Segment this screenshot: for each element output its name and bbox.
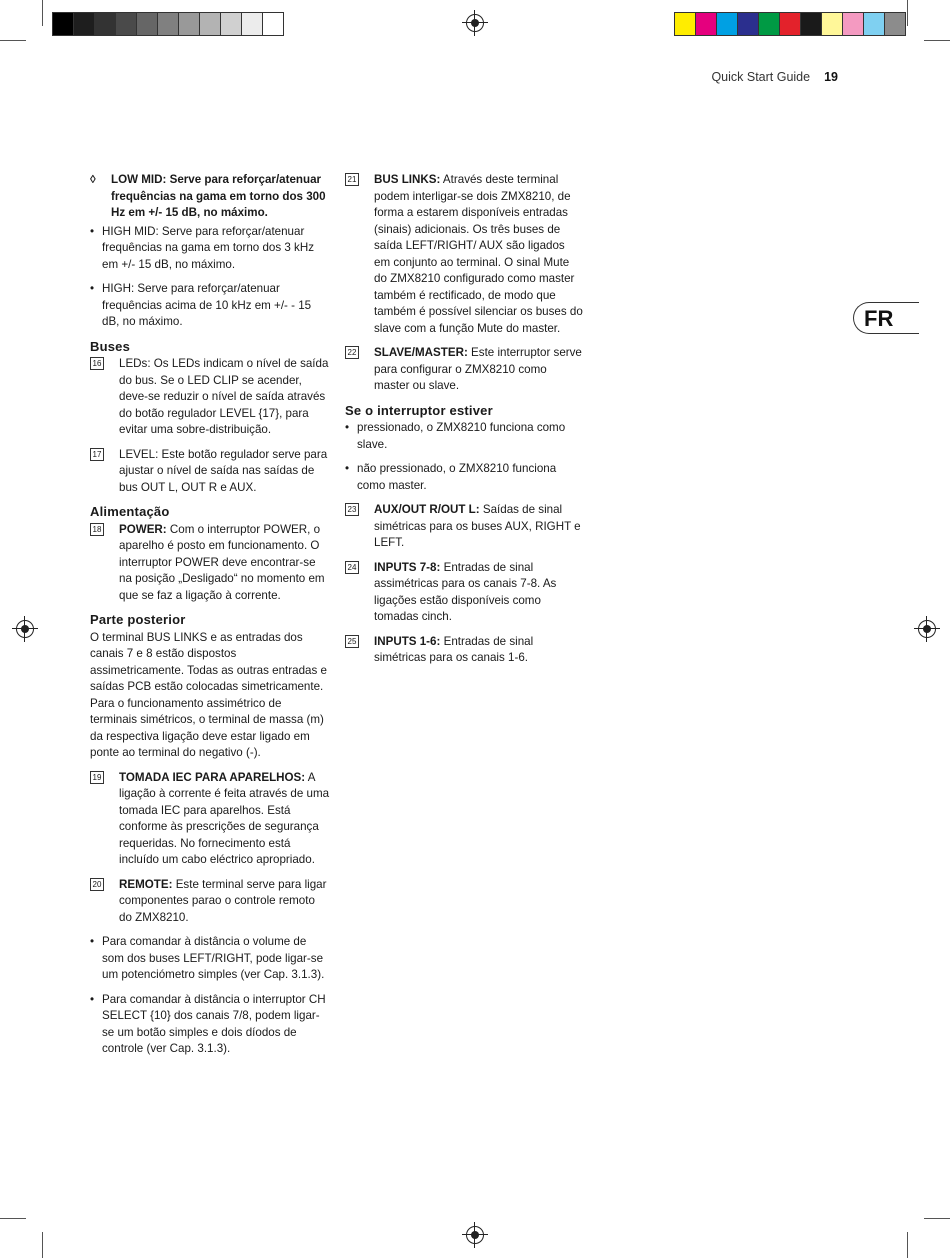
crop-mark [924,1218,950,1219]
gray-swatch [200,13,221,35]
parte-posterior-paragraph: O terminal BUS LINKS e as entradas dos canais 7 e 8 estão dispostos assimetricamente. Todas as outras entradas e saídas PCB estão colocadas simetricamente. Para o funcionamento assimétrico de terminais simétricos, o terminal de massa (m) da respectiva ligação deve estar ligado em ponte ao terminal do negativo (-). [90,630,327,759]
numbered-item-16 [90,356,330,439]
crop-mark [907,1232,908,1258]
crop-mark [42,1232,43,1258]
registration-mark-icon [16,620,34,638]
item-number: 21 [345,173,359,186]
item-lead: AUX/OUT R/OUT L: [374,503,480,516]
gray-swatch [74,13,95,35]
registration-mark-icon [466,1226,484,1244]
bullet-icon: • [90,282,95,295]
left-column [90,172,330,1066]
registration-mark-icon [918,620,936,638]
numbered-item-21 [345,172,583,337]
item-number: 20 [90,878,104,891]
color-swatch [885,13,905,35]
switch-pressed-text: pressionado, o ZMX8210 funciona como slave. [357,421,566,451]
bullet-item [90,224,330,274]
crop-mark [0,1218,26,1219]
section-heading-alimentacao: Alimentação [90,504,170,519]
bullet-item [345,461,583,494]
item-number: 24 [345,561,359,574]
numbered-item-17 [90,447,330,497]
gray-swatch [158,13,179,35]
item-lead: SLAVE/MASTER: [374,346,468,359]
gray-swatch [242,13,263,35]
item-lead: INPUTS 7-8: [374,560,441,574]
bullet-item [90,992,330,1058]
numbered-item-25 [345,634,583,667]
color-swatch [696,13,717,35]
switch-not-pressed-text: não pressionado, o ZMX8210 funciona como master. [357,462,557,492]
color-swatch [780,13,801,35]
bullet-icon: • [90,224,95,238]
gray-swatch [137,13,158,35]
item-lead: TOMADA IEC PARA APARELHOS: [119,770,306,784]
color-swatch [822,13,843,35]
remote-bullet-2: Para comandar à distância o interruptor CH SELECT {10} dos canais 7/8, podem ligar-se um botão simples e dois díodos de controle (ver Cap. 3.1.3). [102,992,326,1055]
item-lead: REMOTE: [119,877,173,891]
crop-mark [42,0,43,26]
item-number: 18 [90,523,104,536]
item-text: LEVEL: Este botão regulador serve para ajustar o nível de saída nas saídas de bus OUT L, OUT R e AUX. [119,447,328,494]
crop-mark [924,40,950,41]
numbered-item-18 [90,522,330,605]
item-text: A ligação à corrente é feita através de uma tomada IEC para aparelhos. Está conforme às prescrições de segurança requeridas. No fornecimento está incluído um cabo eléctrico apropriado. [119,770,330,866]
bullet-item [90,934,330,984]
high-text: HIGH: Serve para reforçar/atenuar frequências acima de 10 kHz em +/- - 15 dB, no máximo. [102,282,312,328]
right-column [345,172,583,675]
numbered-item-22 [345,345,583,395]
crop-mark [0,40,26,41]
section-heading-parte-posterior: Parte posterior [90,612,186,627]
gray-swatch [179,13,200,35]
gray-swatch [263,13,283,35]
item-lead: POWER: [119,522,167,536]
bullet-item [345,420,583,453]
high-mid-text: HIGH MID: Serve para reforçar/atenuar frequências na gama em torno dos 3 kHz em +/- 15 dB, no máximo. [102,224,315,271]
diamond-list-item [90,172,330,222]
color-swatch [759,13,780,35]
bullet-icon: • [345,462,350,475]
gray-swatch [221,13,242,35]
item-lead: INPUTS 1-6: [374,634,441,648]
section-heading-se-o-interruptor: Se o interruptor estiver [345,402,493,418]
section-heading-buses: Buses [90,338,131,354]
item-number: 19 [90,771,104,784]
color-swatch [675,13,696,35]
item-text: LEDs: Os LEDs indicam o nível de saída do bus. Se o LED CLIP se acender, deve-se reduzir o nível de saída através do botão regulador LEVEL {17}, para evitar uma sobre-distribuição. [119,357,329,436]
item-text: Este terminal serve para ligar componentes parao o controle remoto do ZMX8210. [119,877,327,924]
item-number: 25 [345,635,359,648]
color-calibration-bar [674,12,906,36]
language-tab: FR [853,302,919,334]
guide-title: Quick Start Guide [711,70,811,84]
gray-swatch [116,13,137,35]
bullet-icon: • [90,992,95,1006]
item-number: 17 [90,448,104,461]
low-mid-text: LOW MID: Serve para reforçar/atenuar frequências na gama em torno dos 300 Hz em +/- 15 dB, no máximo. [111,173,326,219]
item-lead: BUS LINKS: [374,173,441,186]
diamond-bullet-icon: ◊ [90,173,96,186]
gray-swatch [53,13,74,35]
crop-mark [907,0,908,26]
color-swatch [738,13,759,35]
item-number: 22 [345,346,359,359]
remote-bullet-1: Para comandar à distância o volume de som dos buses LEFT/RIGHT, pode ligar-se um potenciómetro simples (ver Cap. 3.1.3). [102,935,325,981]
bullet-icon: • [345,421,350,434]
numbered-item-19 [90,770,330,869]
item-number: 23 [345,503,359,516]
numbered-item-23 [345,502,583,552]
item-text: Com o interruptor POWER, o aparelho é posto em funcionamento. O interruptor POWER deve encontrar-se na posição „Desligado“ no momento em que se faz a ligação à corrente. [119,522,325,602]
color-swatch [864,13,885,35]
gray-swatch [95,13,116,35]
item-text: Entradas de sinal simétricas para os canais 1-6. [374,634,534,664]
bullet-item [90,281,330,331]
grayscale-calibration-bar [52,12,284,36]
page-number: 19 [824,70,838,84]
registration-mark-icon [466,14,484,32]
page-header [711,70,838,84]
item-text: Saídas de sinal simétricas para os buses AUX, RIGHT e LEFT. [374,503,581,549]
item-text: Através deste terminal podem interligar-se dois ZMX8210, de forma a estarem disponíveis entradas (sinais) adicionais. Os três buses de saída LEFT/RIGHT/ AUX são ligados em conjunto ao terminal. O sinal Mute do ZMX8210 configurado como master também é rectificado, de modo que também é possível silenciar os buses do slave com a função Mute do master. [374,173,583,335]
color-swatch [717,13,738,35]
item-text: Entradas de sinal assimétricas para os canais 7-8. As ligações estão disponíveis como tomadas cinch. [374,560,557,623]
item-number: 16 [90,357,104,370]
numbered-item-24 [345,560,583,626]
bullet-icon: • [90,935,95,948]
item-text: Este interruptor serve para configurar o ZMX8210 como master ou slave. [374,346,582,392]
color-swatch [801,13,822,35]
color-swatch [843,13,864,35]
numbered-item-20 [90,877,330,927]
